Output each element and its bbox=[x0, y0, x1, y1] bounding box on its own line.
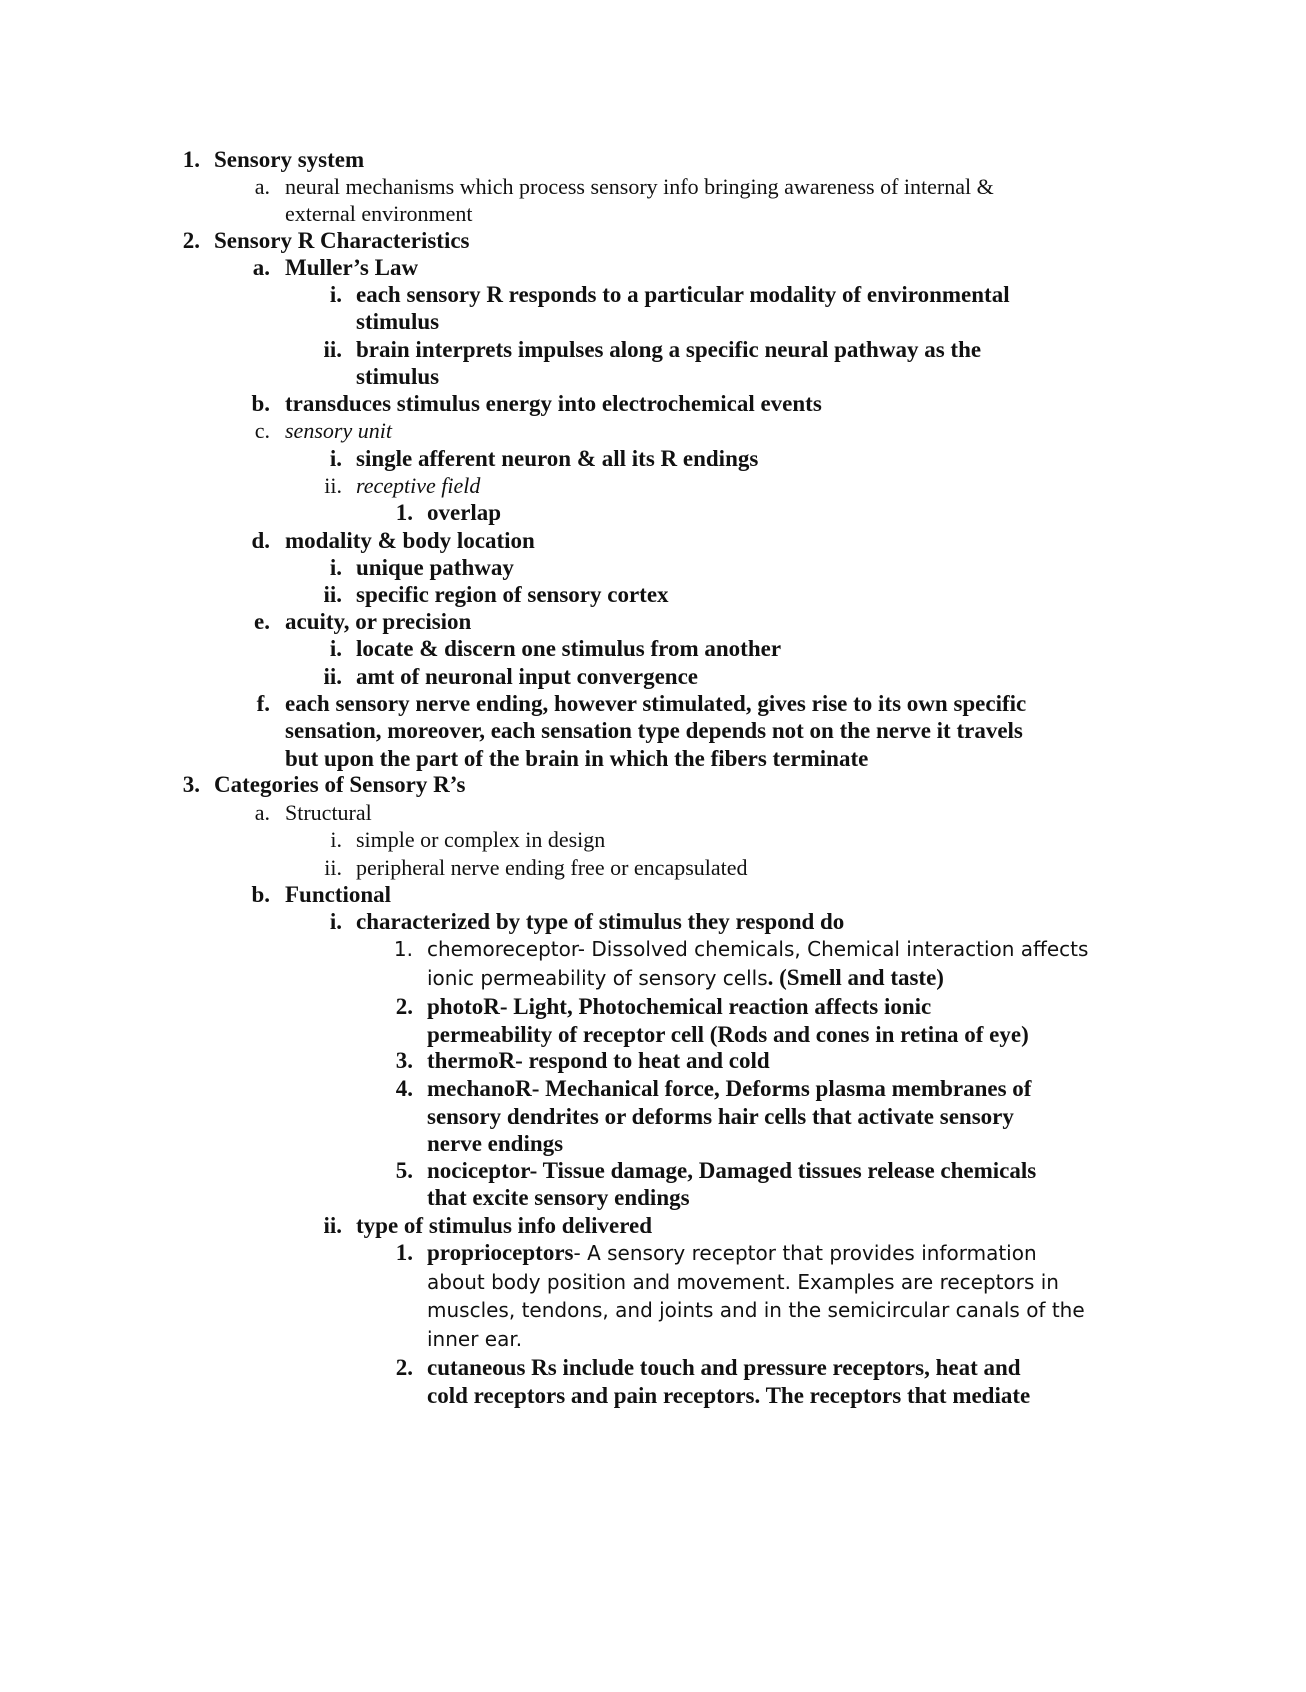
list-item-text bbox=[285, 717, 1023, 748]
list-marker: i. bbox=[329, 555, 342, 580]
list-marker: i. bbox=[329, 909, 342, 934]
list-item-text bbox=[427, 1382, 1030, 1413]
text-run: locate & discern one stimulus from another bbox=[356, 636, 782, 661]
text-run: characterized by type of stimulus they respond do bbox=[356, 909, 845, 934]
list-item-text bbox=[356, 308, 439, 339]
list-marker: 1. bbox=[393, 937, 413, 961]
text-run: neural mechanisms which process sensory info bringing awareness of internal & bbox=[285, 174, 994, 199]
list-marker: ii. bbox=[324, 855, 342, 880]
text-run: each sensory nerve ending, however stimulated, gives rise to its own specific bbox=[285, 691, 1027, 716]
text-run: nociceptor- Tissue damage, Damaged tissues release chemicals bbox=[427, 1158, 1037, 1183]
list-marker: 2. bbox=[395, 994, 413, 1019]
text-run: muscles, tendons, and joints and in the semicircular canals of the bbox=[427, 1298, 1085, 1322]
text-run: proprioceptors bbox=[427, 1240, 574, 1265]
list-item-text bbox=[356, 635, 781, 666]
list-item-text bbox=[427, 993, 931, 1024]
text-run: Sensory system bbox=[214, 147, 365, 172]
list-item-text bbox=[427, 1268, 1059, 1299]
text-run: cutaneous Rs include touch and pressure receptors, heat and bbox=[427, 1355, 1021, 1380]
list-marker: ii. bbox=[323, 1213, 342, 1238]
list-marker: a. bbox=[252, 255, 270, 280]
text-run: sensation, moreover, each sensation type depends not on the nerve it travels bbox=[285, 718, 1023, 743]
text-run: Categories of Sensory R’s bbox=[214, 772, 466, 797]
text-run: brain interprets impulses along a specific neural pathway as the bbox=[356, 337, 982, 362]
text-run: transduces stimulus energy into electrochemical events bbox=[285, 391, 822, 416]
text-run: amt of neuronal input convergence bbox=[356, 664, 699, 689]
list-marker: i. bbox=[329, 282, 342, 307]
list-item-text bbox=[427, 964, 944, 995]
text-run: . (Smell and taste) bbox=[767, 965, 944, 990]
text-run: each sensory R responds to a particular modality of environmental bbox=[356, 282, 1010, 307]
list-marker: 5. bbox=[395, 1158, 413, 1183]
list-marker: 1. bbox=[395, 1240, 413, 1265]
list-marker: ii. bbox=[323, 582, 342, 607]
text-run: Sensory R Characteristics bbox=[214, 228, 470, 253]
text-run: ionic permeability of sensory cells bbox=[427, 966, 768, 990]
list-marker: a. bbox=[254, 174, 270, 199]
list-marker: ii. bbox=[323, 337, 342, 362]
list-marker: 4. bbox=[395, 1076, 413, 1101]
text-run: overlap bbox=[427, 500, 502, 525]
text-run: single afferent neuron & all its R endings bbox=[356, 446, 759, 471]
text-run: about body position and movement. Examples are receptors in bbox=[427, 1270, 1059, 1294]
list-marker: f. bbox=[256, 691, 270, 716]
list-item-text bbox=[427, 1184, 690, 1215]
text-run: nerve endings bbox=[427, 1131, 564, 1156]
list-item-text bbox=[214, 771, 465, 802]
text-run: stimulus bbox=[356, 364, 440, 389]
text-run: that excite sensory endings bbox=[427, 1185, 690, 1210]
text-run: Structural bbox=[285, 800, 372, 825]
text-run: stimulus bbox=[356, 309, 440, 334]
list-marker: 3. bbox=[182, 772, 200, 797]
text-run: sensory unit bbox=[285, 418, 392, 443]
list-item-text bbox=[427, 1325, 522, 1356]
list-item-text bbox=[427, 499, 501, 530]
list-marker: a. bbox=[254, 800, 270, 825]
list-item-text bbox=[285, 417, 392, 448]
text-run: receptive field bbox=[356, 473, 481, 498]
text-run: external environment bbox=[285, 201, 473, 226]
list-marker: b. bbox=[251, 391, 270, 416]
list-marker: e. bbox=[254, 609, 270, 634]
list-marker: i. bbox=[330, 827, 342, 852]
list-item-text bbox=[356, 336, 981, 367]
list-item-text bbox=[427, 1239, 1037, 1270]
text-run: mechanoR- Mechanical force, Deforms plasma membranes of bbox=[427, 1076, 1032, 1101]
list-item-text bbox=[427, 1047, 770, 1078]
list-marker: c. bbox=[254, 418, 270, 443]
text-run: modality & body location bbox=[285, 528, 535, 553]
text-run: specific region of sensory cortex bbox=[356, 582, 669, 607]
text-run: sensory dendrites or deforms hair cells that activate sensory bbox=[427, 1104, 1014, 1129]
text-run: - A sensory receptor that provides information bbox=[573, 1241, 1037, 1265]
text-run: simple or complex in design bbox=[356, 827, 606, 852]
list-marker: i. bbox=[329, 446, 342, 471]
text-run: type of stimulus info delivered bbox=[356, 1213, 653, 1238]
list-item-text bbox=[356, 826, 605, 857]
list-item-text bbox=[427, 1296, 1085, 1327]
text-run: but upon the part of the brain in which the fibers terminate bbox=[285, 746, 869, 771]
text-run: peripheral nerve ending free or encapsulated bbox=[356, 855, 748, 880]
text-run: unique pathway bbox=[356, 555, 514, 580]
list-item-text bbox=[427, 1354, 1021, 1385]
text-run: Functional bbox=[285, 882, 392, 907]
text-run: inner ear. bbox=[427, 1327, 523, 1351]
list-marker: b. bbox=[251, 882, 270, 907]
text-run: Muller’s Law bbox=[285, 255, 419, 280]
text-run: chemoreceptor- Dissolved chemicals, Chemical interaction affects bbox=[427, 937, 1089, 961]
list-marker: 2. bbox=[395, 1355, 413, 1380]
list-marker: ii. bbox=[324, 473, 342, 498]
list-marker: 3. bbox=[395, 1048, 413, 1073]
list-marker: ii. bbox=[323, 664, 342, 689]
list-marker: 2. bbox=[182, 228, 200, 253]
list-marker: 1. bbox=[395, 500, 413, 525]
list-marker: i. bbox=[329, 636, 342, 661]
text-run: cold receptors and pain receptors. The receptors that mediate bbox=[427, 1383, 1031, 1408]
text-run: photoR- Light, Photochemical reaction affects ionic bbox=[427, 994, 932, 1019]
text-run: permeability of receptor cell (Rods and cones in retina of eye) bbox=[427, 1022, 1029, 1047]
list-marker: d. bbox=[251, 528, 270, 553]
text-run: thermoR- respond to heat and cold bbox=[427, 1048, 770, 1073]
list-item-text bbox=[356, 854, 748, 885]
list-item-text bbox=[427, 1075, 1031, 1106]
list-item-text bbox=[427, 935, 1088, 966]
text-run: acuity, or precision bbox=[285, 609, 472, 634]
list-item-text bbox=[356, 281, 1010, 312]
list-marker: 1. bbox=[182, 147, 200, 172]
